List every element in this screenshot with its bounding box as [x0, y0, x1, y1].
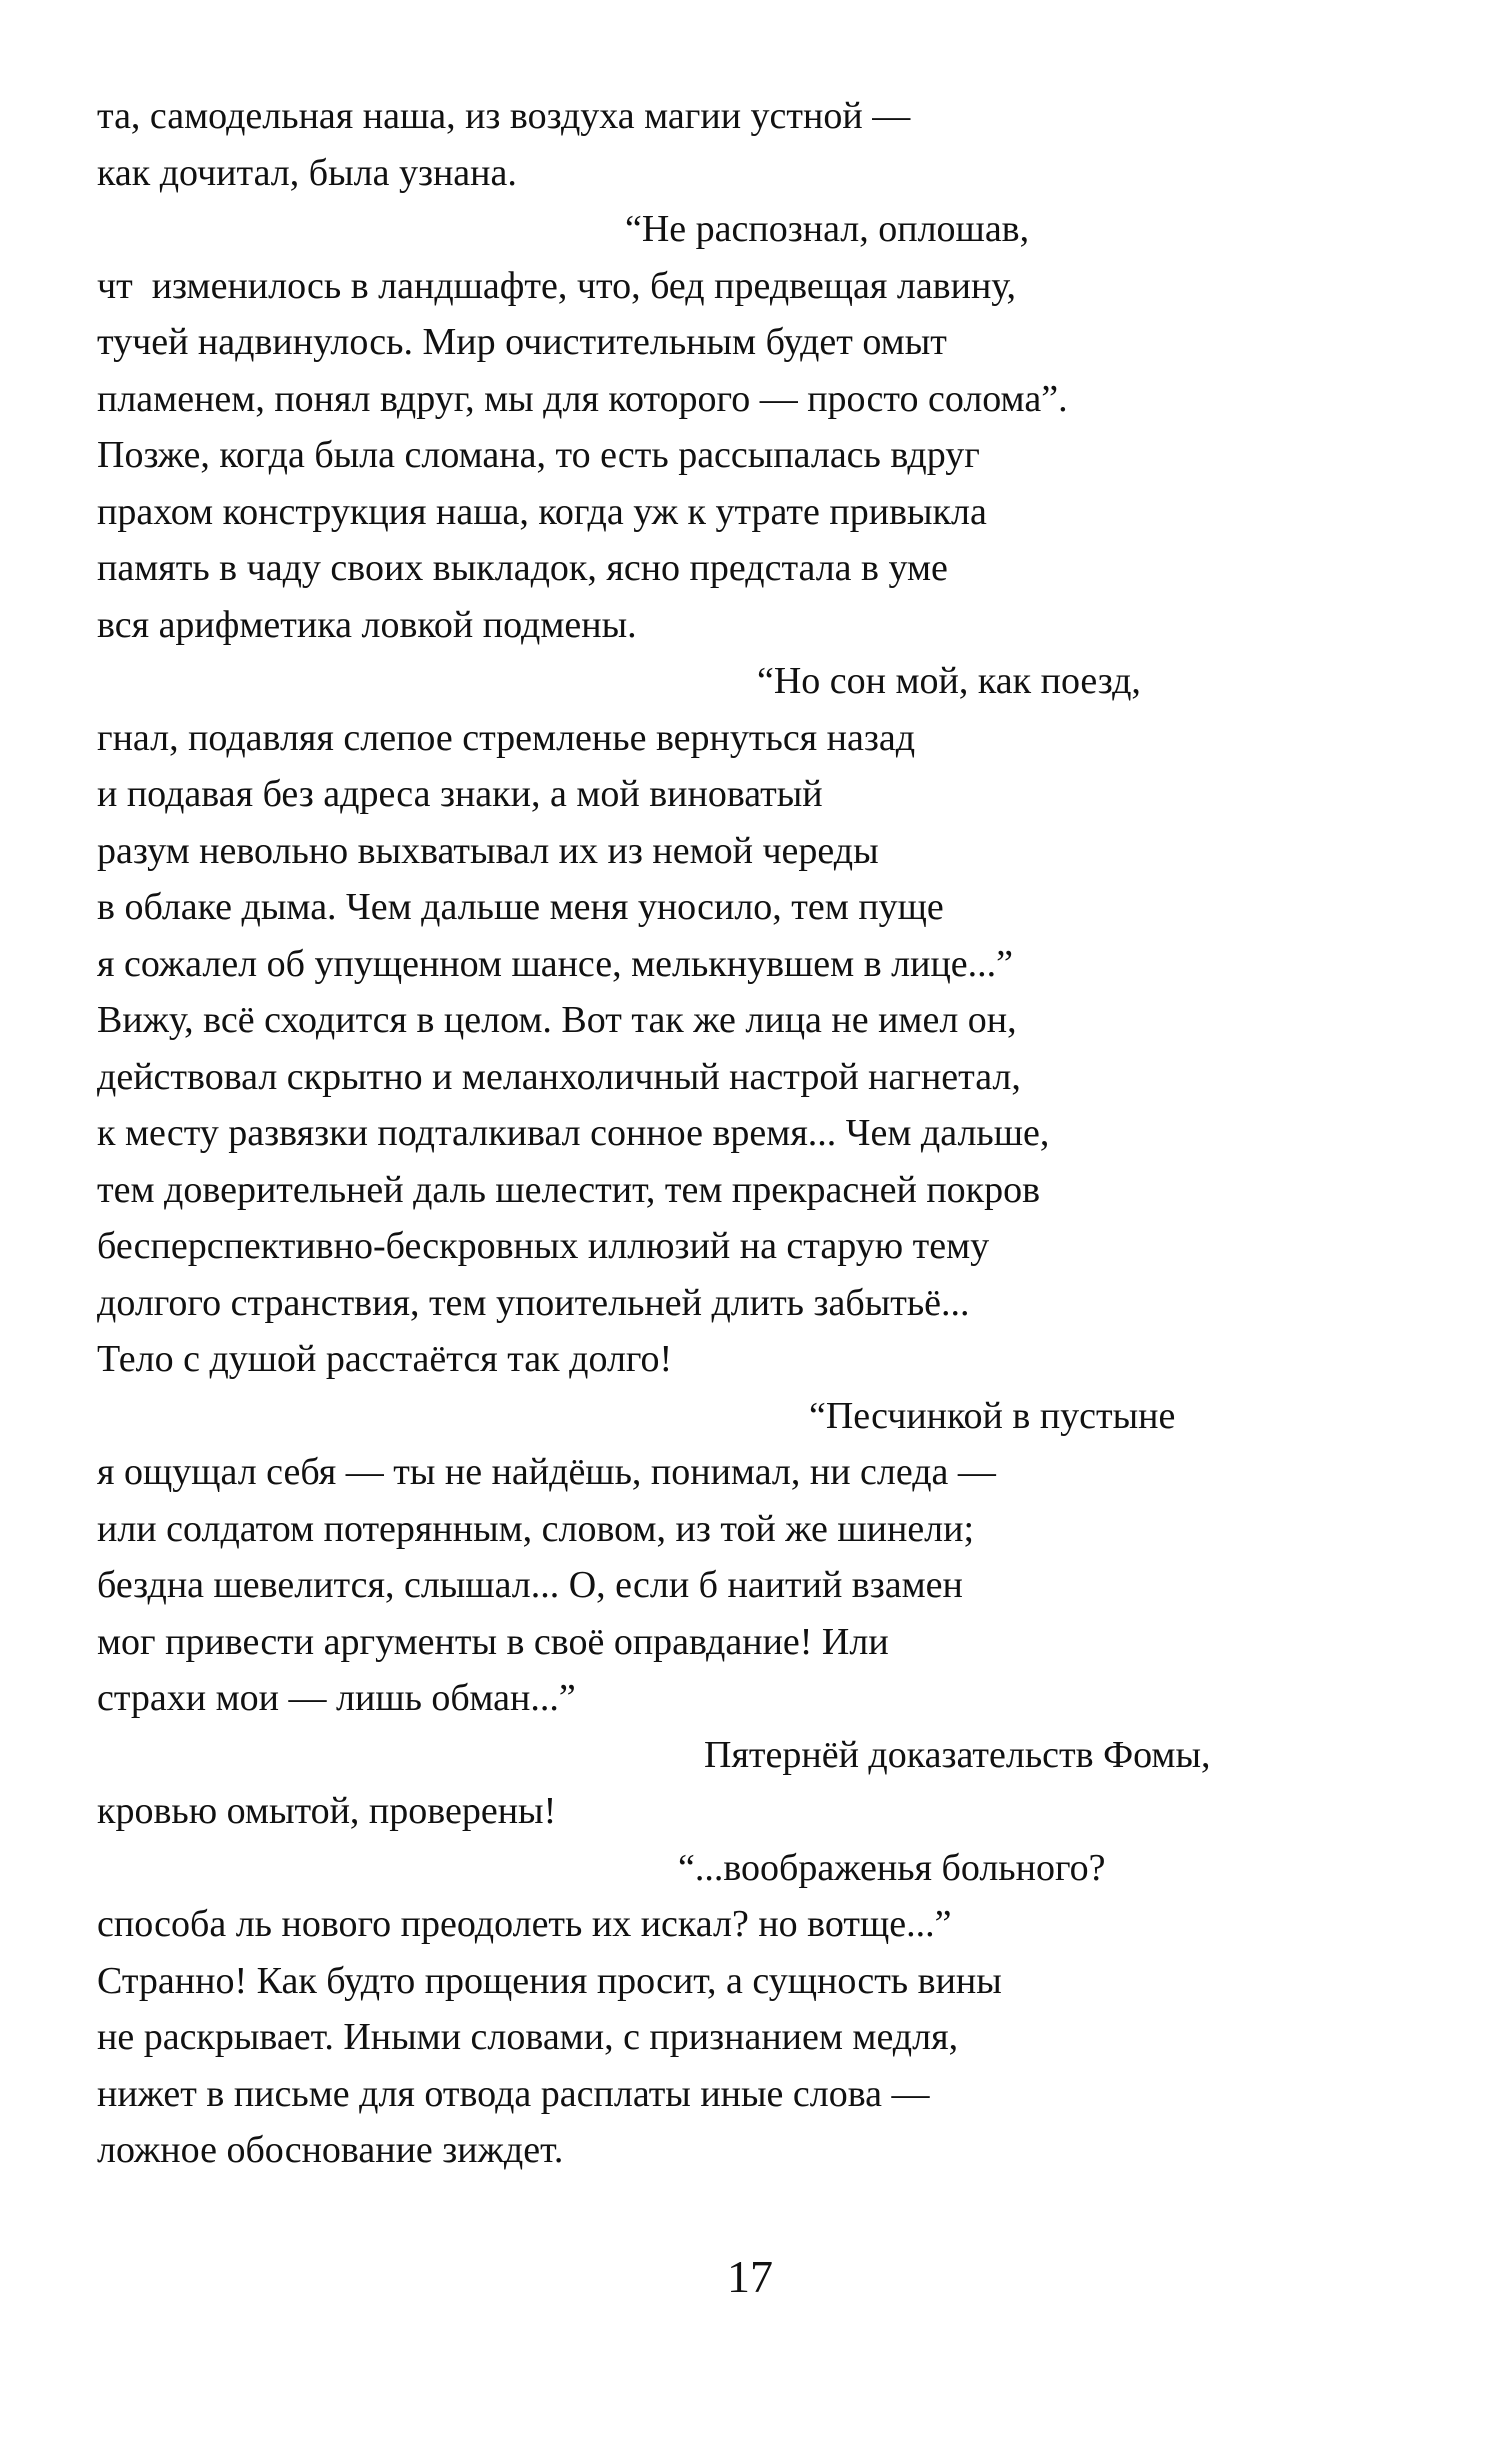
text-line: Странно! Как будто прощения просит, а сущность вины — [97, 1959, 1002, 2002]
text-line: я сожалел об упущенном шансе, мелькнувшем в лице...” — [97, 942, 1014, 985]
text-line: нижет в письме для отвода расплаты иные слова — — [97, 2072, 930, 2115]
text-line: прахом конструкция наша, когда уж к утрате привыкла — [97, 490, 987, 533]
text-line: действовал скрытно и меланхоличный настрой нагнетал, — [97, 1055, 1021, 1098]
text-line: не раскрывает. Иными словами, с признанием медля, — [97, 2016, 959, 2058]
text-line: Вижу, всё сходится в целом. Вот так же лица не имел он, — [97, 999, 1017, 1041]
text-line: я ощущал себя — ты не найдёшь, понимал, ни следа — — [97, 1451, 996, 1493]
text-line: или солдатом потерянным, словом, из той же шинели; — [97, 1507, 975, 1550]
text-line: вся арифметика ловкой подмены. — [97, 603, 637, 646]
text-line: Пятернёй доказательств Фомы, — [704, 1733, 1211, 1776]
text-line: ложное обоснование зиждет. — [97, 2129, 564, 2171]
text-line: Тело с душой расстаётся так долго! — [97, 1338, 673, 1380]
text-line: мог привести аргументы в своё оправдание! Или — [97, 1620, 889, 1663]
text-line: к месту развязки подталкивал сонное время... Чем дальше, — [97, 1112, 1050, 1154]
text-line: кровью омытой, проверены! — [97, 1790, 557, 1832]
text-line: “Но сон мой, как поезд, — [757, 660, 1141, 702]
text-line: “Не распознал, оплошав, — [625, 208, 1030, 250]
text-line: бездна шевелится, слышал... О, если б наитий взамен — [97, 1564, 963, 1606]
text-line: гнал, подавляя слепое стремленье вернуться назад — [97, 716, 916, 759]
text-line: тучей надвинулось. Мир очистительным будет омыт — [97, 321, 947, 363]
text-line: в облаке дыма. Чем дальше меня уносило, тем пуще — [97, 886, 944, 928]
page-number: 17 — [727, 2251, 773, 2302]
text-line: способа ль нового преодолеть их искал? но вотще...” — [97, 1903, 952, 1945]
text-line: как дочитал, была узнана. — [97, 151, 517, 194]
text-line: “Песчинкой в пустыне — [809, 1394, 1176, 1437]
text-line: чт изменилось в ландшафте, что, бед предвещая лавину, — [97, 264, 1016, 307]
text-line: тем доверительней даль шелестит, тем прекрасней покров — [97, 1168, 1041, 1211]
text-line: пламенем, понял вдруг, мы для которого — просто солома”. — [97, 377, 1068, 420]
poem-text — [97, 88, 1357, 2179]
text-line: и подавая без адреса знаки, а мой виноватый — [97, 773, 823, 815]
text-line: память в чаду своих выкладок, ясно предстала в уме — [97, 547, 948, 589]
text-line: разум невольно выхватывал их из немой череды — [97, 829, 879, 872]
text-line: бесперспективно-бескровных иллюзий на старую тему — [97, 1225, 990, 1267]
text-line: страхи мои — лишь обман...” — [97, 1677, 576, 1719]
text-line: “...воображенья больного? — [678, 1846, 1106, 1889]
text-line: та, самодельная наша, из воздуха магии устной — — [97, 95, 911, 137]
text-line: долгого странствия, тем упоительней длить забытьё... — [97, 1281, 970, 1324]
text-line: Позже, когда была сломана, то есть рассыпалась вдруг — [97, 434, 980, 476]
